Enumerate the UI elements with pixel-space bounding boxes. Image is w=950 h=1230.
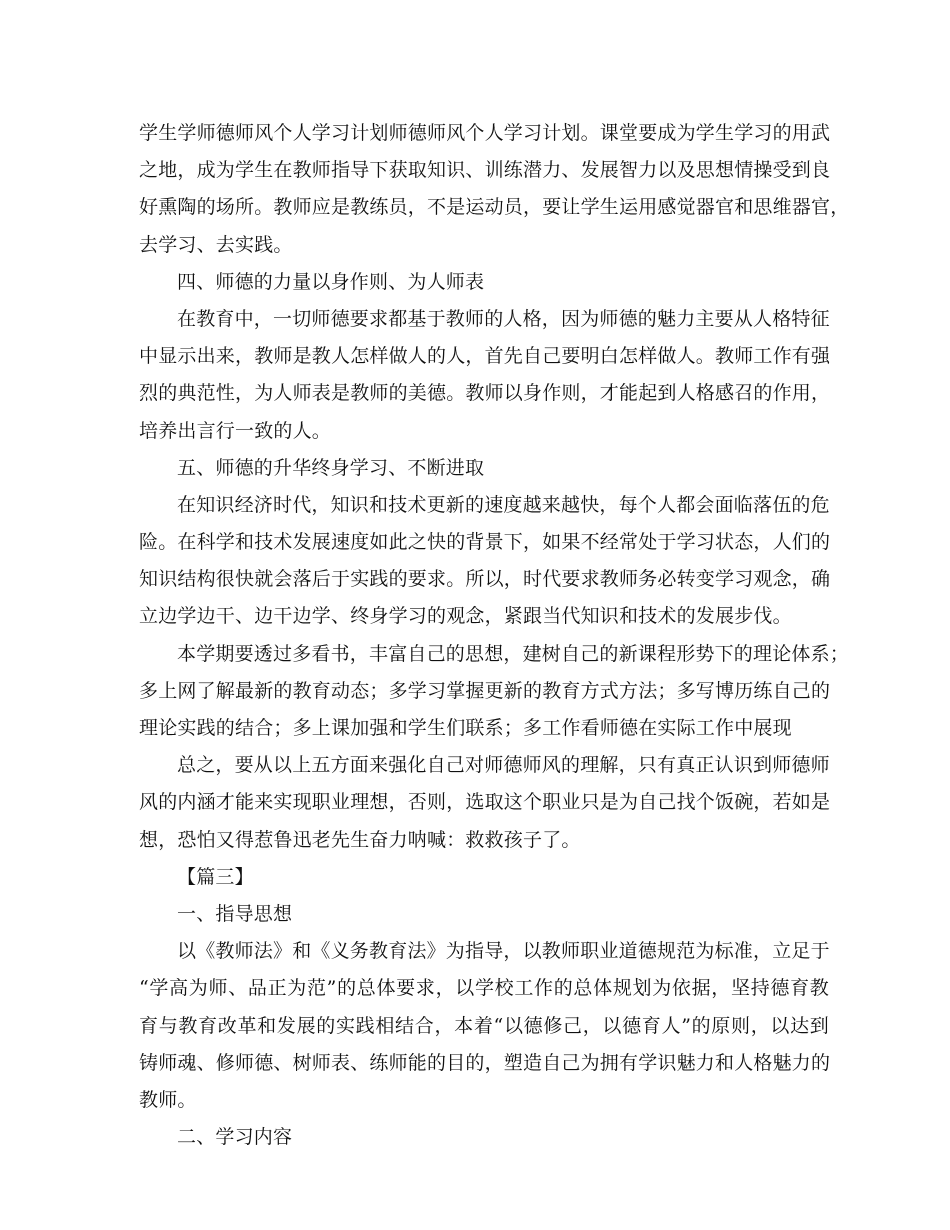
text-line: 知识结构很快就会落后于实践的要求。所以，时代要求教师务必转变学习观念，确	[139, 568, 831, 591]
text-line: 在教育中，一切师德要求都基于教师的人格，因为师德的魅力主要从人格特征	[177, 307, 830, 330]
text-line: 险。在科学和技术发展速度如此之快的背景下，如果不经常处于学习状态，人们的	[139, 531, 831, 554]
section-heading: 二、学习内容	[177, 1126, 293, 1149]
text-line: 在知识经济时代，知识和技术更新的速度越来越快，每个人都会面临落伍的危	[177, 493, 830, 516]
text-line: 之地，成为学生在教师指导下获取知识、训练潜力、发展智力以及思想情操受到良	[139, 159, 831, 182]
text-line: 烈的典范性，为人师表是教师的美德。教师以身作则，才能起到人格感召的作用，	[139, 382, 831, 405]
text-line: 育与教育改革和发展的实践相结合，本着“以德修己，以德育人”的原则，以达到	[139, 1014, 829, 1037]
text-line: “学高为师、品正为范”的总体要求，以学校工作的总体规划为依据，坚持德育教	[139, 977, 829, 1000]
text-line: 铸师魂、修师德、树师表、练师能的目的，塑造自己为拥有学识魅力和人格魅力的	[139, 1051, 831, 1074]
part-heading: 【篇三】	[177, 865, 254, 888]
text-line: 好熏陶的场所。教师应是教练员，不是运动员，要让学生运用感觉器官和思维器官，	[139, 196, 850, 219]
text-line: 以《教师法》和《义务教育法》为指导，以教师职业道德规范为标准，立足于	[177, 940, 830, 963]
text-line: 总之，要从以上五方面来强化自己对师德师风的理解，只有真正认识到师德师	[177, 754, 830, 777]
text-line: 教师。	[139, 1088, 197, 1111]
section-heading: 四、师德的力量以身作则、为人师表	[177, 270, 485, 293]
text-line: 去学习、去实践。	[139, 233, 293, 256]
text-line: 多上网了解最新的教育动态；多学习掌握更新的教育方式方法；多写博历练自己的	[139, 679, 831, 702]
text-line: 学生学师德师风个人学习计划师德师风个人学习计划。课堂要成为学生学习的用武	[139, 122, 831, 144]
text-line: 风的内涵才能来实现职业理想，否则，选取这个职业只是为自己找个饭碗，若如是	[139, 791, 831, 814]
document-body	[139, 115, 850, 1156]
text-line: 立边学边干、边干边学、终身学习的观念，紧跟当代知识和技术的发展步伐。	[139, 605, 792, 628]
text-line: 中显示出来，教师是教人怎样做人的人，首先自己要明白怎样做人。教师工作有强	[139, 345, 831, 368]
text-line: 本学期要透过多看书，丰富自己的思想，建树自己的新课程形势下的理论体系；	[177, 642, 850, 665]
section-heading: 五、师德的升华终身学习、不断进取	[177, 456, 485, 479]
text-line: 培养出言行一致的人。	[139, 419, 332, 442]
section-heading: 一、指导思想	[177, 902, 293, 925]
text-line: 想，恐怕又得惹鲁迅老先生奋力呐喊：救救孩子了。	[139, 828, 581, 851]
text-line: 理论实践的结合；多上课加强和学生们联系；多工作看师德在实际工作中展现	[139, 717, 792, 739]
